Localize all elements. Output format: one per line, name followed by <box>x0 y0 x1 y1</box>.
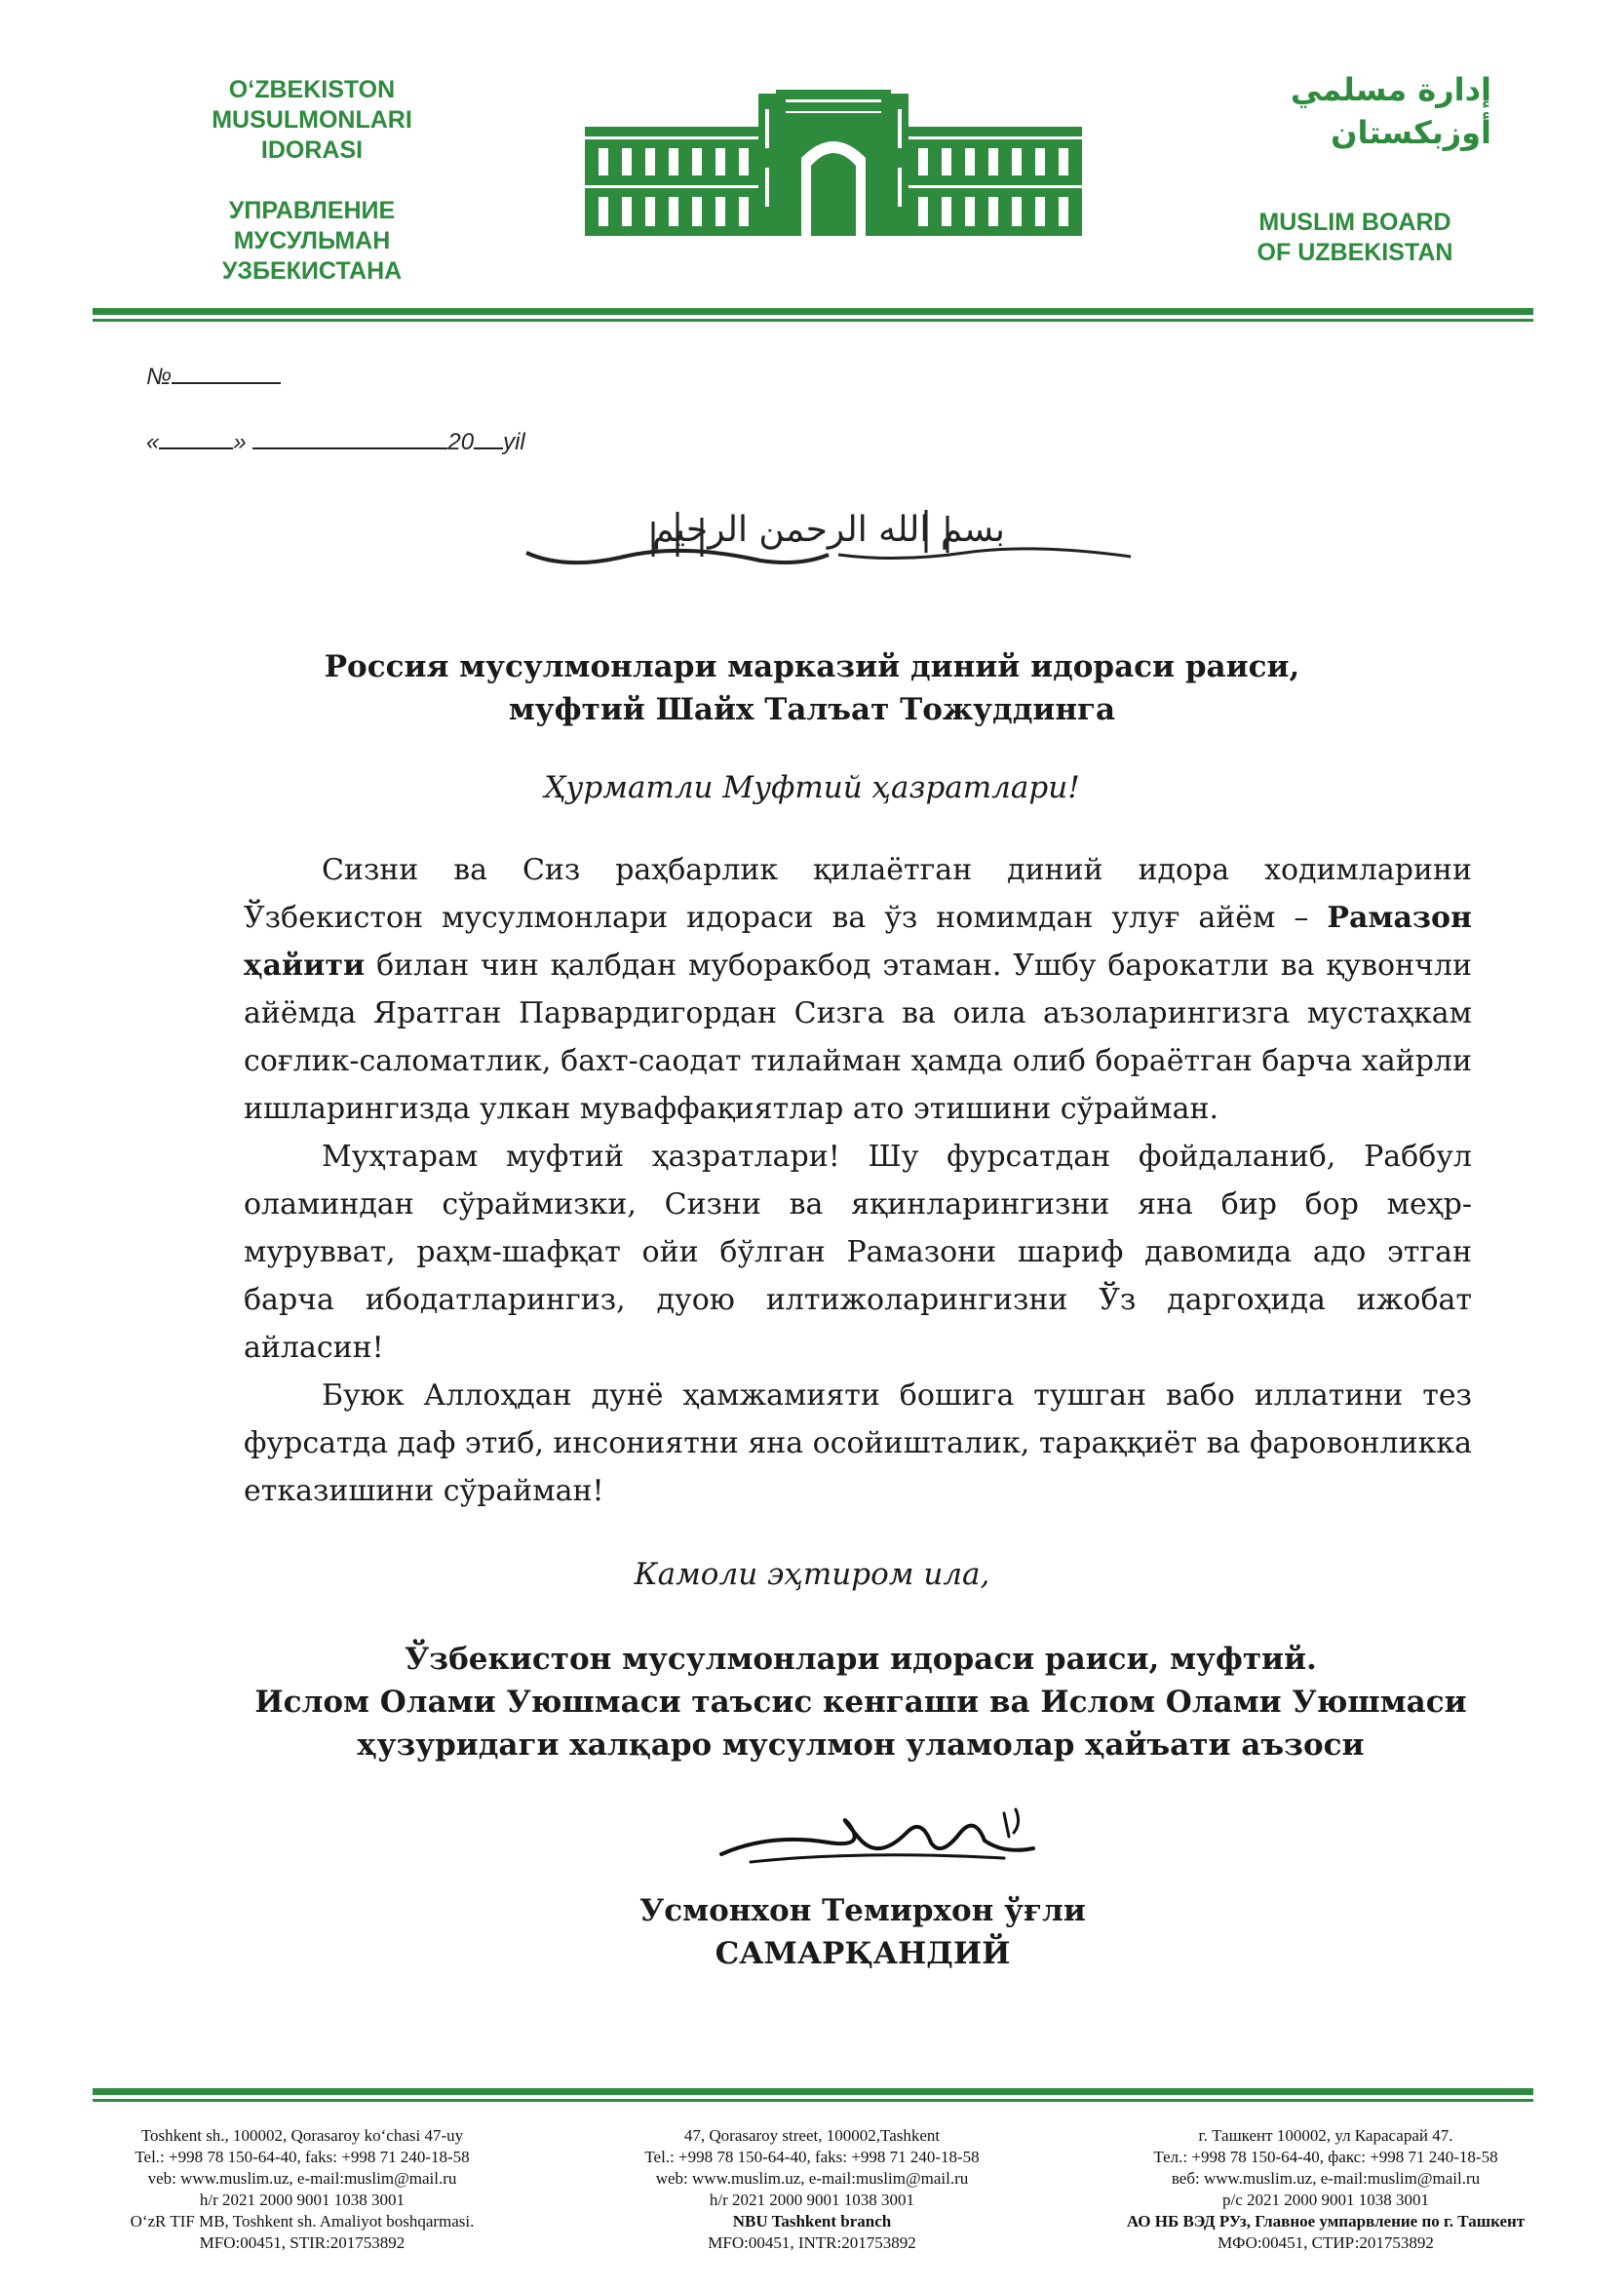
body-paragraph-2: Муҳтарам муфтий ҳазратлари! Шу фурсатдан фойдаланиб, Раббул оламиндан сўраймизки, Сизни ва яқинларингизни яна бир бор меҳр-мурувват, раҳм-шафқат ойи бўлган Рамазони шариф давомида адо этган барча ибодатларингиз, дуою илтижоларингизни Ўз даргоҳида ижобат айласин! <box>244 1140 1472 1365</box>
signature-icon <box>712 1794 1063 1882</box>
footer-english-address: 47, Qorasaroy street, 100002,Tashkent Tel.: +998 78 150-64-40, faks: +998 71 240-18-58 web: www.muslim.uz, e-mail:muslim@mail.ru h/r 2021 2000 9001 1038 3001 NBU Tashkent branch MFO:00451, INTR:201753892 <box>644 2126 980 2252</box>
month-blank <box>252 426 447 449</box>
footer-rule-top <box>93 2088 1533 2095</box>
signer-name: Усмонхон Темирхон ўғли САМАРҚАНДИЙ <box>639 1893 1086 1971</box>
header-ru-name: УПРАВЛЕНИЕ МУСУЛЬМАН УЗБЕКИСТАНА <box>221 197 403 285</box>
header-rule-top <box>93 308 1533 315</box>
header-ar-name: إدارة مسلمي أوزبكستان <box>1290 71 1491 151</box>
footer-uzbek-address: Toshkent sh., 100002, Qorasaroy ko‘chasi 47-uy Tel.: +998 78 150-64-40, faks: +998 71 240-18-58 veb: www.muslim.uz, e-mail:muslim@mail.ru h/r 2021 2000 9001 1038 3001 O‘zR TIF MB, Toshkent sh. Amaliyot boshqarmasi. MFO:00451, STIR:201753892 <box>130 2126 475 2252</box>
addressee-block: Россия мусулмонлари марказий диний идораси раиси, муфтий Шайх Талъат Тожуддинга <box>324 649 1300 727</box>
greeting-line: Ҳурматли Муфтий ҳазратлари! <box>544 770 1080 805</box>
day-blank <box>159 426 233 449</box>
body-paragraph-3: Буюк Аллоҳдан дунё ҳамжамияти бошига тушган вабо иллатини тез фурсатда даф этиб, инсониятни яна осойишталик, тараққиёт ва фаровонликка етказишини сўрайман! <box>244 1378 1472 1508</box>
document-number-field: № <box>146 361 281 391</box>
letter-body <box>244 846 1472 1515</box>
mosque-facade-icon <box>585 90 1082 236</box>
footer-russian-address: г. Ташкент 100002, ул Карасарай 47. Тел.: +998 78 150-64-40, факс: +998 71 240-18-58 веб: www.muslim.uz, e-mail:muslim@mail.ru р/с 2021 2000 9001 1038 3001 АО НБ ВЭД РУз, Главное умпарвление по г. Ташкент МФО:00451, СТИР:201753892 <box>1126 2126 1526 2252</box>
signatory-title: Ўзбекистон мусулмонлари идораси раиси, муфтий. Ислом Олами Уюшмаси таъсис кенгаши ва Ислом Олами Уюшмаси ҳузуридаги халқаро мусулмон уламолар ҳайъати аъзоси <box>254 1642 1467 1763</box>
closing-line: Камоли эҳтиром ила, <box>634 1557 990 1592</box>
body-paragraph-1: Сизни ва Сиз раҳбарлик қилаётган диний идора ходимларини Ўзбекистон мусулмонлари идораси ва ўз номимдан улуғ айём – Рамазон ҳайити билан чин қалбдан муборакбод этаман. Ушбу барокатли ва қувончли айёмда Яратган Парвардигордан Сизга ва оила аъзоларингизга мустаҳкам соғлик-саломатлик, бахт-саодат тилайман ҳамда олиб бораётган барча хайрли ишларингизда улкан муваффақиятлар ато этишини сўрайман. <box>244 853 1472 1126</box>
organization-logo <box>585 90 1082 236</box>
handwritten-signature <box>712 1794 1063 1882</box>
year-blank <box>474 426 503 449</box>
basmala-calligraphy: بسم الله الرحمن الرحيم <box>507 492 1150 585</box>
footer-rule-bottom <box>93 2099 1533 2102</box>
header-uz-name: O‘ZBEKISTON MUSULMONLARI IDORASI <box>212 76 412 164</box>
header-rule-bottom <box>93 319 1533 322</box>
header-en-name: MUSLIM BOARD OF UZBEKISTAN <box>1257 209 1453 266</box>
document-date-field: « » 20 yil <box>146 426 525 456</box>
number-blank <box>172 361 281 384</box>
